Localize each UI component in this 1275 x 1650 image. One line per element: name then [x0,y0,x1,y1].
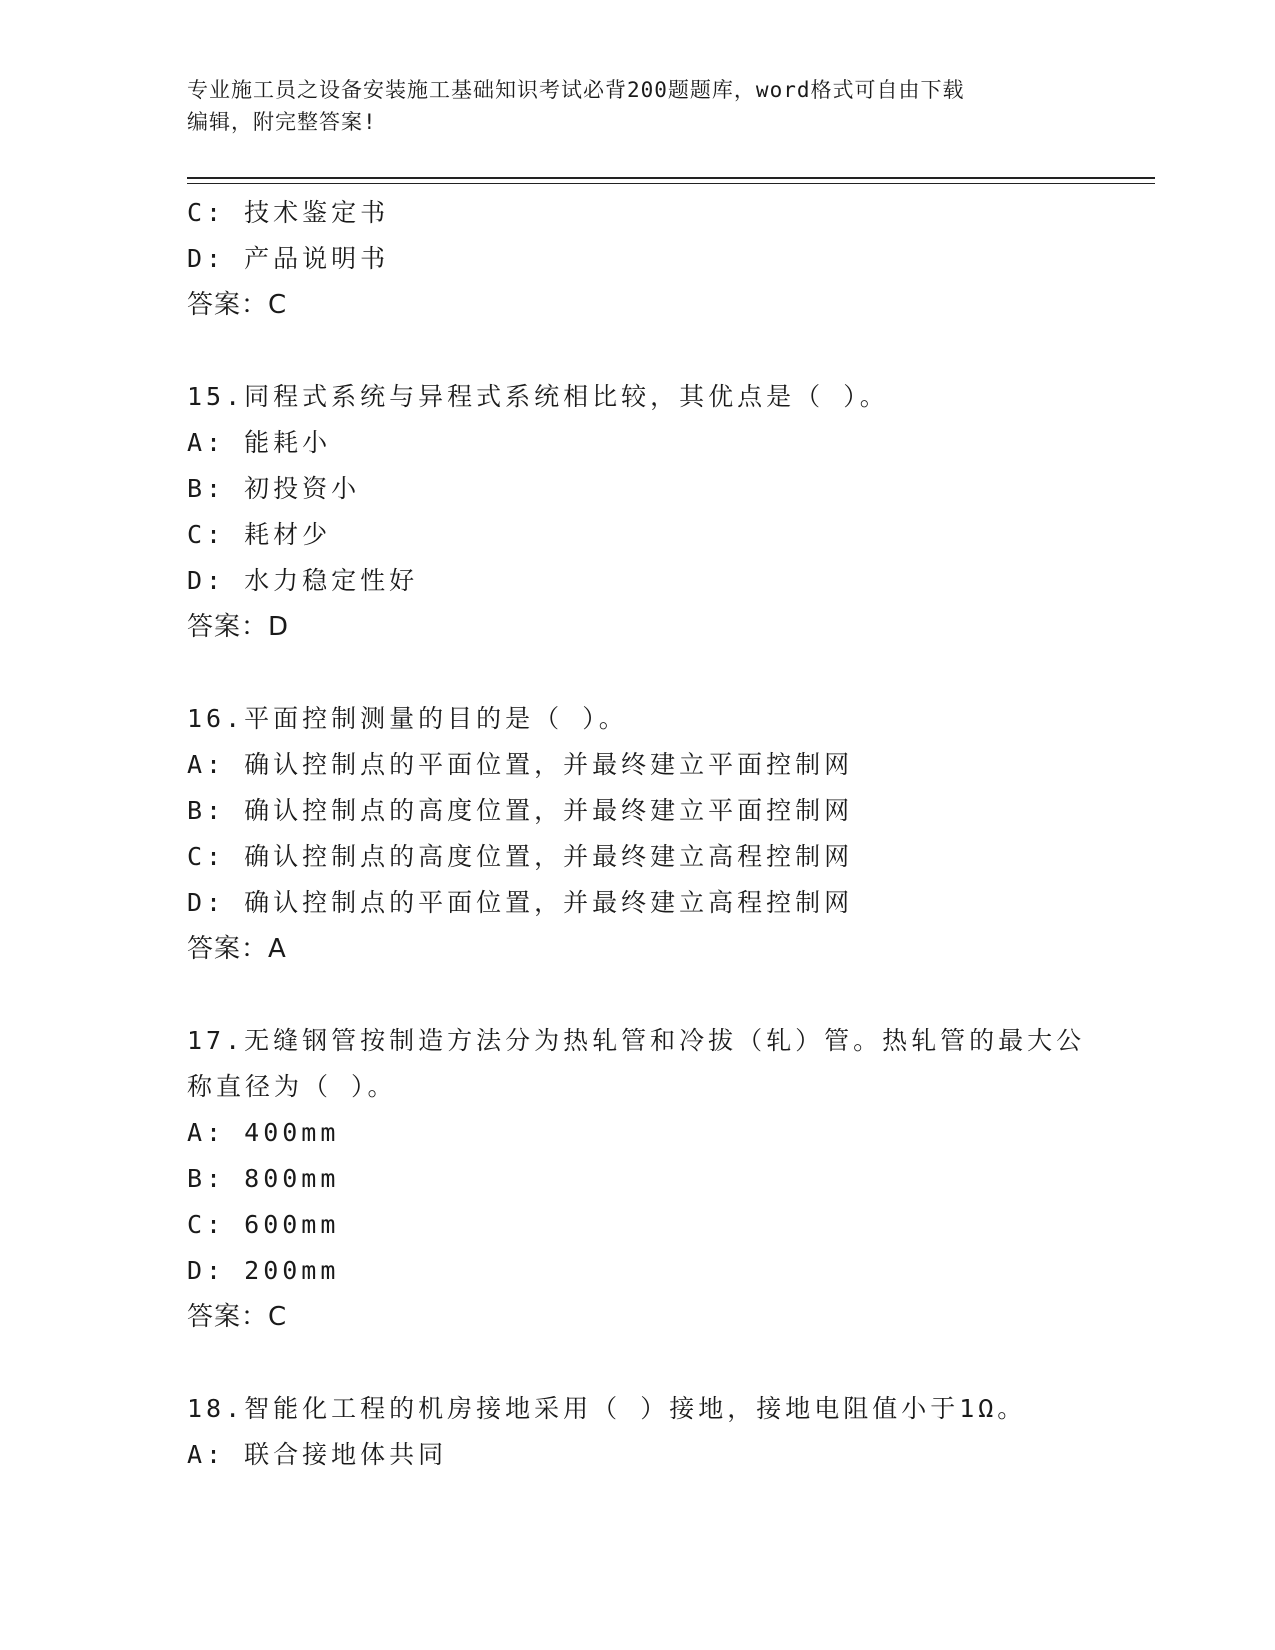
option-b: B: 确认控制点的高度位置，并最终建立平面控制网 [187,796,854,825]
question-15-stem: 15.同程式系统与异程式系统相比较，其优点是（ ）。 [187,382,889,411]
header-line-2: 编辑，附完整答案! [187,110,377,134]
header-line-1: 专业施工员之设备安装施工基础知识考试必背200题题库，word格式可自由下载 [187,78,965,102]
answer-line: 答案：C [187,1302,288,1332]
option-c: C: 耗材少 [187,520,332,549]
question-17-stem-line-1: 17.无缝钢管按制造方法分为热轧管和冷拔（轧）管。热轧管的最大公 [187,1026,1086,1055]
option-a: A: 联合接地体共同 [187,1440,448,1469]
option-c: C: 确认控制点的高度位置，并最终建立高程控制网 [187,842,854,871]
option-d: D: 确认控制点的平面位置，并最终建立高程控制网 [187,888,854,917]
question-17-stem-line-2: 称直径为（ ）。 [187,1072,397,1101]
question-18-stem: 18.智能化工程的机房接地采用（ ）接地，接地电阻值小于1Ω。 [187,1394,1027,1423]
option-a: A: 400mm [187,1118,340,1147]
header-rule-thick [187,177,1155,179]
option-c: C: 技术鉴定书 [187,198,390,227]
option-d: D: 水力稳定性好 [187,566,419,595]
option-b: B: 初投资小 [187,474,361,503]
question-16-stem: 16.平面控制测量的目的是（ ）。 [187,704,628,733]
answer-line: 答案：C [187,290,288,320]
option-b: B: 800mm [187,1164,340,1193]
answer-line: 答案：D [187,612,290,642]
answer-line: 答案：A [187,934,287,964]
document-body [187,190,1117,1478]
option-a: A: 确认控制点的平面位置，并最终建立平面控制网 [187,750,854,779]
option-d: D: 产品说明书 [187,244,390,273]
header-rule-thin [187,183,1155,184]
option-a: A: 能耗小 [187,428,332,457]
option-d: D: 200mm [187,1256,340,1285]
option-c: C: 600mm [187,1210,340,1239]
document-header [187,74,1087,138]
